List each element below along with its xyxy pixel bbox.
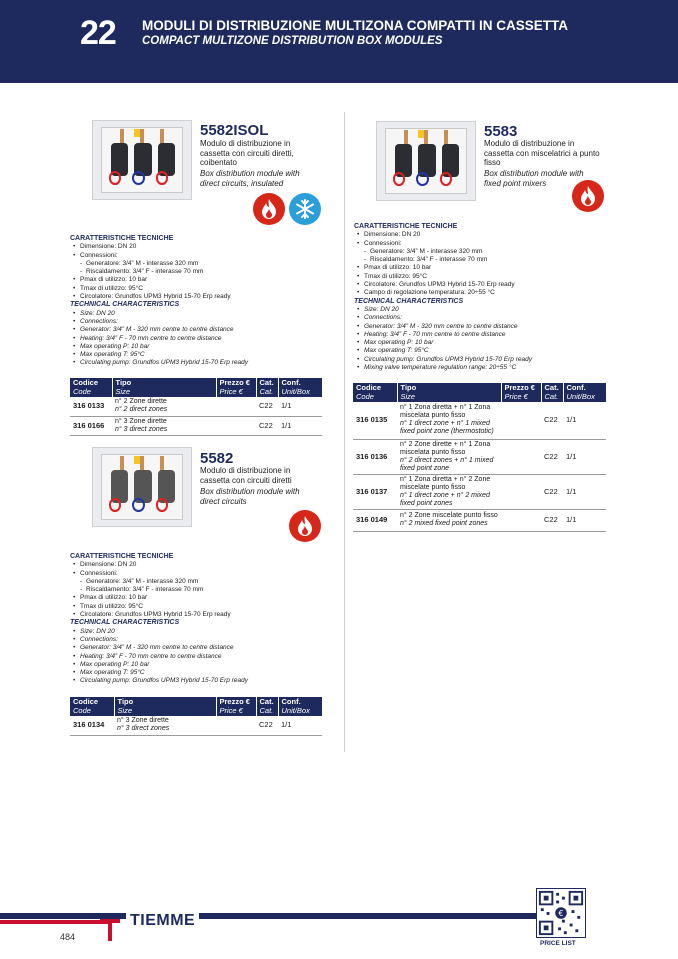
page-title-it: MODULI DI DISTRIBUZIONE MULTIZONA COMPATTI IN CASSETTA — [142, 18, 568, 33]
table-header: Codice Code Tipo Size Prezzo € Price € Cat. Cat. Conf. Unit/Box — [70, 697, 322, 716]
price-table-5582isol — [70, 378, 322, 436]
tiemme-logo-icon — [100, 916, 120, 941]
table-row: 316 0149 n° 2 Zone miscelate punto fisso n° 2 mixed fixed point zones C22 1/1 — [353, 509, 606, 531]
table-row: 316 0133 n° 2 Zone dirette n° 2 direct zones C22 1/1 — [70, 397, 322, 416]
specs-5582isol: CARATTERISTICHE TECNICHE • Dimensione: DN 20 • Connessioni: - Generatore: 3/4” M - interasse 320 mm - Riscaldamento: 3/4” F - interasse 70 mm • Pmax di utilizzo: 10 bar • Tmax di utilizzo: 95°C • Circolatore: Grundfos UPM3 Hybrid 15-70 Erp ready TECHNICAL CHARACTERISTICS • Size: DN 20 • Connections: • Generator: 3/4” M - 320 mm centre to centre distance • Heating: 3/4” F - 70 mm centre to centre distance • Max operating P: 10 bar • Max operating T: 95°C • Circulating pump: Grundfos UPM3 Hybrid 15-70 Erp ready — [70, 235, 340, 368]
price-table-5583 — [353, 383, 606, 532]
table-header: Codice Code Tipo Size Prezzo € Price € Cat. Cat. Conf. Unit/Box — [70, 378, 322, 397]
model-name: 5583 — [484, 123, 518, 140]
specs-5583: CARATTERISTICHE TECNICHE • Dimensione: DN 20 • Connessioni: - Generatore: 3/4” M - interasse 320 mm - Riscaldamento: 3/4” F - interasse 70 mm • Pmax di utilizzo: 10 bar • Tmax di utilizzo: 95°C • Circolatore: Grundfos UPM3 Hybrid 15-70 Erp ready • Campo di regolazione temperatura: 20÷55 °C TECHNICAL CHARACTERISTICS • Size: DN 20 • Connections: • Generator: 3/4” M - 320 mm centre to centre distance • Heating: 3/4” F - 70 mm centre to centre distance • Max operating P: 10 bar • Max operating T: 95°C • Circulating pump: Grundfos UPM3 Hybrid 15-70 Erp ready • Mixing valve temperature regulation range: 20÷55 °C — [354, 223, 644, 372]
table-row: 316 0135 n° 1 Zona diretta + n° 1 Zona miscelata punto fisso n° 1 direct zone + n° 1 mixed fixed point zone (thermostotic) C22 1/1 — [353, 402, 606, 439]
specs-5582: CARATTERISTICHE TECNICHE • Dimensione: DN 20 • Connessioni: - Generatore: 3/4” M - interasse 320 mm - Riscaldamento: 3/4” F - interasse 70 mm • Pmax di utilizzo: 10 bar • Tmax di utilizzo: 95°C • Circolatore: Grundfos UPM3 Hybrid 15-70 Erp ready TECHNICAL CHARACTERISTICS • Size: DN 20 • Connections: • Generator: 3/4” M - 320 mm centre to centre distance • Heating: 3/4” F - 70 mm centre to centre distance • Max operating P: 10 bar • Max operating T: 95°C • Circulating pump: Grundfos UPM3 Hybrid 15-70 Erp ready — [70, 553, 340, 686]
chapter-number: 22 — [80, 14, 116, 52]
description-en: Box distribution module with direct circuits, insulated — [200, 169, 300, 188]
qr-label: PRICE LIST — [540, 940, 576, 947]
description-en: Box distribution module with fixed point mixers — [484, 169, 584, 188]
svg-text:€: € — [558, 908, 564, 918]
page-header — [0, 0, 678, 83]
snowflake-icon — [289, 193, 321, 225]
fire-icon — [253, 193, 285, 225]
column-divider — [344, 112, 345, 752]
price-table-5582 — [70, 697, 322, 736]
product-image-5582 — [92, 447, 192, 527]
qr-code-icon — [536, 888, 586, 938]
model-name: 5582ISOL — [200, 122, 269, 139]
fire-icon — [289, 510, 321, 542]
table-row: 316 0166 n° 3 Zone dirette n° 3 direct zones C22 1/1 — [70, 416, 322, 435]
footer-accent — [0, 920, 108, 924]
product-image-5582isol — [92, 120, 192, 200]
product-image-5583 — [376, 121, 476, 201]
brand-name: TIEMME — [126, 912, 199, 930]
description-it: Modulo di distribuzione in cassetta con circuiti diretti, coibentato — [200, 139, 294, 167]
description-en: Box distribution module with direct circuits — [200, 487, 300, 506]
model-name: 5582 — [200, 450, 234, 467]
page-number: 484 — [60, 932, 76, 942]
table-row: 316 0134 n° 3 Zone dirette n° 3 direct zones C22 1/1 — [70, 716, 322, 735]
table-header: Codice Code Tipo Size Prezzo € Price € Cat. Cat. Conf. Unit/Box — [353, 383, 606, 402]
footer-bar — [0, 913, 540, 919]
page-title-en: COMPACT MULTIZONE DISTRIBUTION BOX MODULES — [142, 35, 443, 47]
description-it: Modulo di distribuzione in cassetta con miscelatrici a punto fisso — [484, 139, 600, 167]
table-row: 316 0136 n° 2 Zone dirette + n° 1 Zona miscelata punto fisso n° 2 direct zones + n° 1 mixed fixed point zone C22 1/1 — [353, 439, 606, 474]
description-it: Modulo di distribuzione in cassetta con circuiti diretti — [200, 466, 292, 485]
fire-icon — [572, 180, 604, 212]
table-row: 316 0137 n° 1 Zona diretta + n° 2 Zone miscelate punto fisso n° 1 direct zone + n° 2 mixed fixed point zones C22 1/1 — [353, 474, 606, 509]
